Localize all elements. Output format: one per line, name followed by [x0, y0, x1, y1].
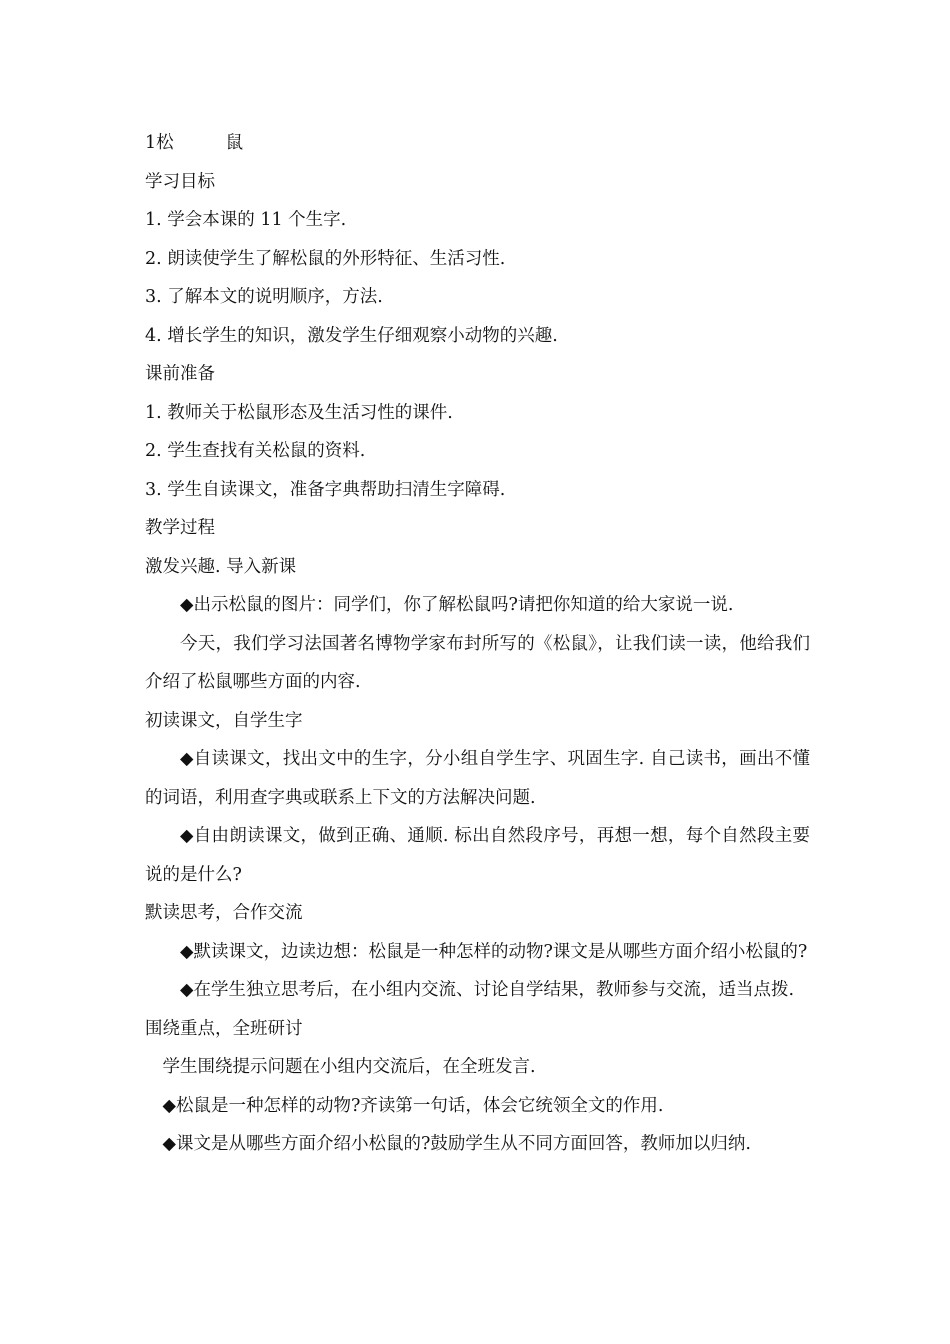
step1-heading: 激发兴趣. 导入新课 [145, 556, 297, 577]
step1-paragraph: ◆出示松鼠的图片：同学们，你了解松鼠吗?请把你知道的给大家说一说. [180, 595, 734, 615]
lesson-number: 1 [145, 133, 157, 153]
objective-item: 3. 了解本文的说明顺序，方法. [145, 287, 383, 307]
objectives-heading: 学习目标 [145, 171, 215, 192]
preparation-item: 3. 学生自读课文，准备字典帮助扫清生字障碍. [145, 479, 506, 500]
objective-item: 4. 增长学生的知识，激发学生仔细观察小动物的兴趣. [145, 325, 558, 346]
lesson-title-char-1: 松 [156, 133, 174, 153]
preparation-heading: 课前准备 [145, 364, 215, 384]
step3-paragraph: ◆默读课文，边读边想：松鼠是一种怎样的动物?课文是从哪些方面介绍小松鼠的? [180, 941, 808, 962]
objective-item: 1. 学会本课的 11 个生字. [145, 210, 347, 230]
step4-paragraph: ◆松鼠是一种怎样的动物?齐读第一句话，体会它统领全文的作用. [162, 1095, 664, 1116]
objective-item: 2. 朗读使学生了解松鼠的外形特征、生活习性. [145, 248, 506, 269]
step1-paragraph: 今天，我们学习法国著名博物学家布封所写的《松鼠》，让我们读一读，他给我们介绍了松鼠哪些方面的内容. [145, 633, 810, 692]
step2-paragraph: ◆自由朗读课文，做到正确、通顺. 标出自然段序号，再想一想，每个自然段主要说的是什么? [145, 826, 810, 885]
preparation-item: 2. 学生查找有关松鼠的资料. [145, 441, 366, 461]
lesson-title-char-2: 鼠 [225, 133, 244, 153]
step4-heading: 围绕重点，全班研讨 [145, 1018, 303, 1039]
step2-heading: 初读课文，自学生字 [145, 710, 303, 731]
lesson-title [145, 124, 810, 163]
step4-paragraph: ◆课文是从哪些方面介绍小松鼠的?鼓励学生从不同方面回答，教师加以归纳. [162, 1134, 751, 1154]
step2-paragraph: ◆自读课文，找出文中的生字，分小组自学生字、巩固生字. 自己读书，画出不懂的词语，利用查字典或联系上下文的方法解决问题. [145, 749, 810, 808]
process-heading: 教学过程 [145, 518, 215, 538]
step4-paragraph: 学生围绕提示问题在小组内交流后，在全班发言. [162, 1057, 536, 1077]
step3-heading: 默读思考，合作交流 [145, 903, 303, 923]
document-body [145, 124, 810, 1164]
step3-paragraph: ◆在学生独立思考后，在小组内交流、讨论自学结果，教师参与交流，适当点拨. [180, 980, 795, 1000]
preparation-item: 1. 教师关于松鼠形态及生活习性的课件. [145, 402, 453, 423]
